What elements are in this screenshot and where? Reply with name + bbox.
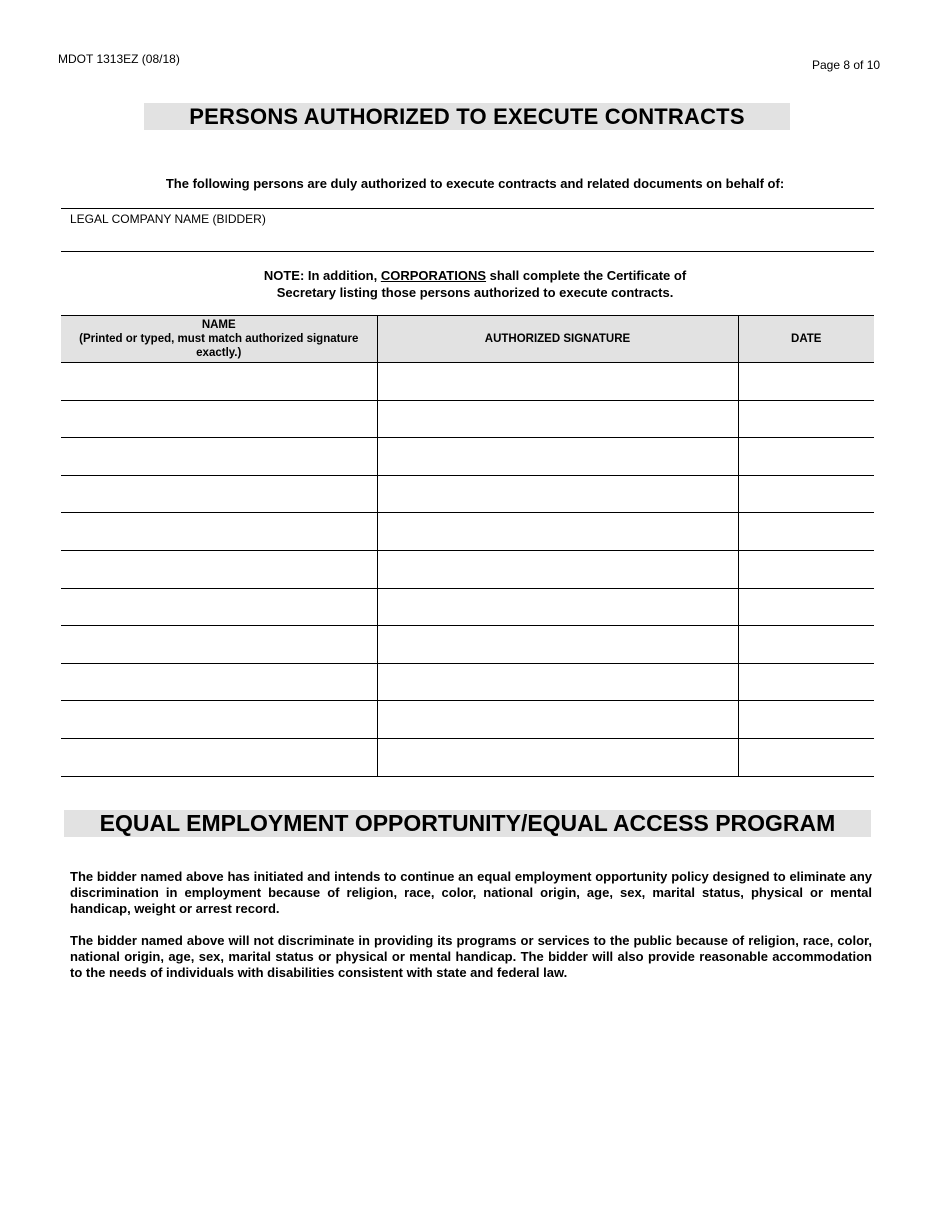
table-row <box>61 626 874 664</box>
signature-cell[interactable] <box>377 701 738 739</box>
column-header-name-title: NAME <box>201 319 236 331</box>
table-row <box>61 438 874 476</box>
note-rest: shall complete the Certificate of <box>486 268 687 283</box>
authorized-persons-rows <box>61 363 874 777</box>
date-cell[interactable] <box>738 738 874 776</box>
column-header-date: DATE <box>738 316 874 363</box>
date-cell[interactable] <box>738 438 874 476</box>
table-row <box>61 513 874 551</box>
table-row <box>61 400 874 438</box>
name-cell[interactable] <box>61 475 377 513</box>
date-cell[interactable] <box>738 588 874 626</box>
signature-cell[interactable] <box>377 363 738 401</box>
column-header-signature: AUTHORIZED SIGNATURE <box>377 316 738 363</box>
name-cell[interactable] <box>61 400 377 438</box>
form-number: MDOT 1313EZ (08/18) <box>58 52 180 66</box>
date-cell[interactable] <box>738 550 874 588</box>
corporations-note <box>0 267 950 301</box>
section-title-eeo: EQUAL EMPLOYMENT OPPORTUNITY/EQUAL ACCESS PROGRAM <box>64 810 871 837</box>
name-cell[interactable] <box>61 701 377 739</box>
note-line-2: Secretary listing those persons authorized to execute contracts. <box>276 285 674 300</box>
note-prefix: NOTE: In addition, <box>263 268 381 283</box>
signature-cell[interactable] <box>377 400 738 438</box>
table-row <box>61 363 874 401</box>
signature-cell[interactable] <box>377 438 738 476</box>
name-cell[interactable] <box>61 588 377 626</box>
intro-text: The following persons are duly authorized to execute contracts and related documents on behalf of: <box>165 176 785 191</box>
date-cell[interactable] <box>738 701 874 739</box>
authorized-persons-table <box>61 315 874 777</box>
signature-cell[interactable] <box>377 475 738 513</box>
signature-cell[interactable] <box>377 550 738 588</box>
company-name-top-rule <box>61 208 874 209</box>
table-row <box>61 701 874 739</box>
note-line-1 <box>0 267 950 284</box>
name-cell[interactable] <box>61 438 377 476</box>
name-cell[interactable] <box>61 626 377 664</box>
signature-cell[interactable] <box>377 663 738 701</box>
eeo-paragraph-1: The bidder named above has initiated and intends to continue an equal employment opportunity policy designed to eliminate any discrimination in employment because of religion, race, color, national origin, age, sex, marital status, physical or mental handicap, weight or arrest record. <box>70 869 872 916</box>
name-cell[interactable] <box>61 663 377 701</box>
date-cell[interactable] <box>738 475 874 513</box>
signature-cell[interactable] <box>377 626 738 664</box>
signature-cell[interactable] <box>377 588 738 626</box>
table-row <box>61 588 874 626</box>
table-row <box>61 738 874 776</box>
name-cell[interactable] <box>61 738 377 776</box>
date-cell[interactable] <box>738 363 874 401</box>
column-header-name-subtitle: (Printed or typed, must match authorized signature exactly.) <box>79 333 359 359</box>
column-header-name <box>61 316 377 363</box>
signature-cell[interactable] <box>377 738 738 776</box>
signature-cell[interactable] <box>377 513 738 551</box>
section-title-authorized-persons: PERSONS AUTHORIZED TO EXECUTE CONTRACTS <box>144 103 790 130</box>
name-cell[interactable] <box>61 550 377 588</box>
date-cell[interactable] <box>738 400 874 438</box>
date-cell[interactable] <box>738 513 874 551</box>
note-emphasis: CORPORATIONS <box>380 268 487 283</box>
company-name-label: LEGAL COMPANY NAME (BIDDER) <box>70 212 266 226</box>
name-cell[interactable] <box>61 363 377 401</box>
table-row <box>61 663 874 701</box>
page-number: Page 8 of 10 <box>812 58 881 72</box>
company-name-field[interactable] <box>61 222 874 250</box>
table-header-row <box>61 316 874 363</box>
table-row <box>61 550 874 588</box>
date-cell[interactable] <box>738 663 874 701</box>
table-row <box>61 475 874 513</box>
date-cell[interactable] <box>738 626 874 664</box>
company-name-bottom-rule <box>61 251 874 252</box>
eeo-paragraph-2: The bidder named above will not discriminate in providing its programs or services to the public because of religion, race, color, national origin, age, sex, marital status or physical or mental handicap. The bidder will also provide reasonable accommodation to the needs of individuals with disabilities consistent with state and federal law. <box>70 933 872 980</box>
name-cell[interactable] <box>61 513 377 551</box>
